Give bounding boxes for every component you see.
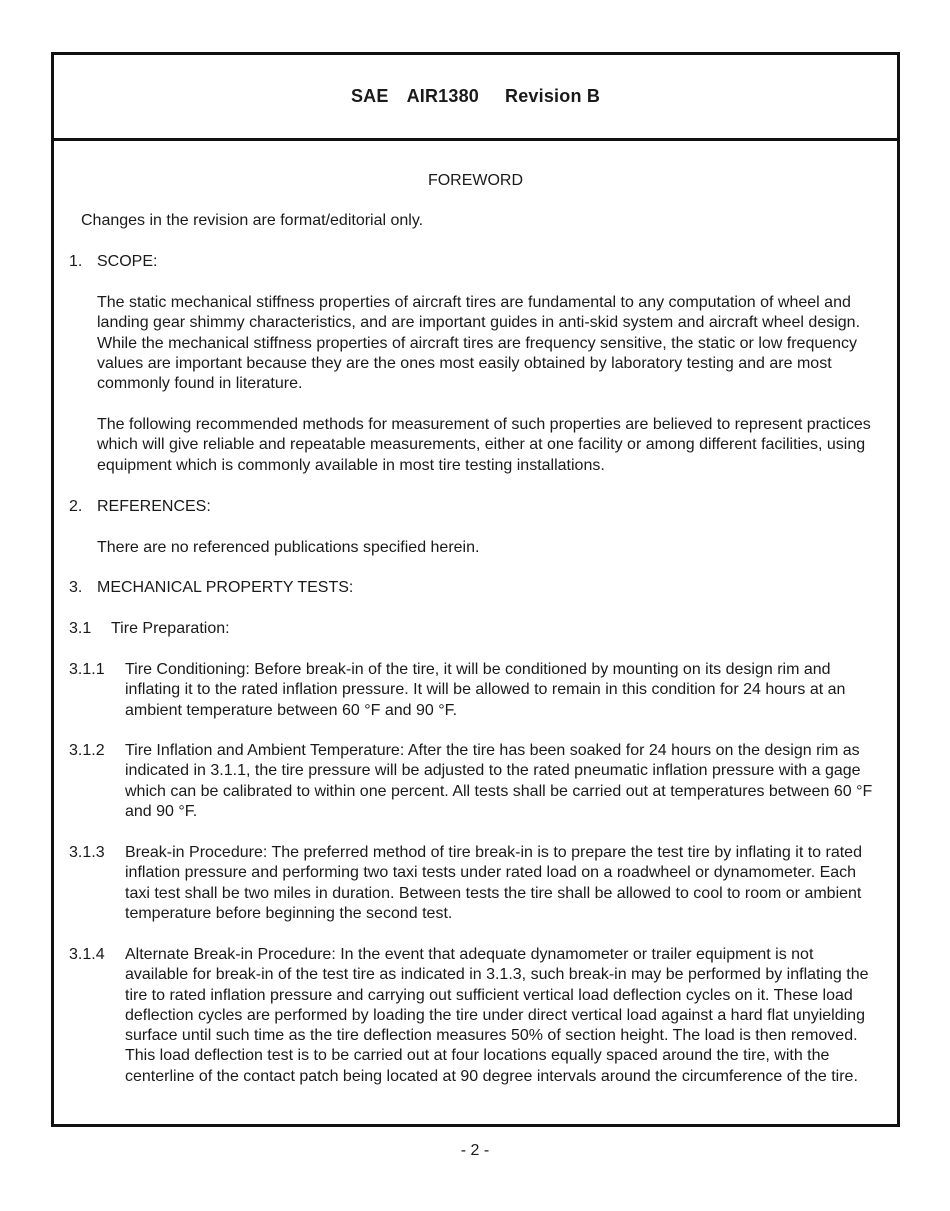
references-paragraph: There are no referenced publications specified herein. [97,539,480,556]
section-title: MECHANICAL PROPERTY TESTS: [97,579,354,596]
page-frame [51,52,900,1127]
scope-paragraph-2: The following recommended methods for measurement of such properties are believed to represent practices which will give reliable and repeatable measurements, either at one facility or among different facilities, using equipment which is commonly available in most tire testing installations. [97,416,871,474]
section-number: 1. [69,253,83,270]
section-number: 3. [69,579,83,596]
foreword-title: FOREWORD [427,172,524,189]
section-text: Tire Conditioning: Before break-in of the tire, it will be conditioned by mounting on its design rim and inflating it to the rated inflation pressure. It will be allowed to remain in this condition for 24 hours at an ambient temperature between 60 °F and 90 °F. [125,661,846,719]
header-line [351,86,600,107]
foreword-text: Changes in the revision are format/editorial only. [81,212,424,229]
scope-paragraph-1: The static mechanical stiffness properties of aircraft tires are fundamental to any computation of wheel and landing gear shimmy characteristics, and are important guides in anti-skid system and aircraft wheel design. While the mechanical stiffness properties of aircraft tires are frequency sensitive, the static or low frequency values are important because they are the ones most easily obtained by laboratory testing and are most commonly found in literature. [97,294,861,393]
section-number: 3.1 [69,620,92,637]
section-number: 3.1.4 [69,946,105,963]
section-number: 3.1.3 [69,844,105,861]
page-number: - 2 - [460,1142,490,1159]
section-number: 2. [69,498,83,515]
section-text: Alternate Break-in Procedure: In the event that adequate dynamometer or trailer equipment is not available for break-in of the test tire as indicated in 3.1.3, such break-in may be performed by inflating the tire to rated inflation pressure and carrying out sufficient vertical load deflection cycles on it. These load deflection cycles are performed by loading the tire under direct vertical load against a hard flat unyielding surface until such time as the tire deflection measures 50% of section height. The load is then removed. This load deflection test is to be carried out at four locations equally spaced around the tire, with the centerline of the contact patch being located at 90 degree intervals around the circumference of the tire. [125,946,869,1085]
section-title: SCOPE: [97,253,158,270]
section-text: Break-in Procedure: The preferred method of tire break-in is to prepare the test tire by inflating it to rated inflation pressure and performing two taxi tests under rated load on a roadwheel or dynamometer. Each taxi test shall be two miles in duration. Between tests the tire shall be allowed to cool to room or ambient temperature before beginning the second test. [125,844,862,922]
header-doc-id: AIR1380 [406,86,480,106]
header-org: SAE [350,86,389,106]
section-number: 3.1.1 [69,661,105,678]
section-text: Tire Inflation and Ambient Temperature: After the tire has been soaked for 24 hours on the design rim as indicated in 3.1.1, the tire pressure will be adjusted to the rated pneumatic inflation pressure with a gage which can be calibrated to within one percent. All tests shall be carried out at temperatures between 60 °F and 90 °F. [125,742,873,820]
section-number: 3.1.2 [69,742,105,759]
document-header [54,55,897,141]
section-title: REFERENCES: [97,498,211,515]
section-title: Tire Preparation: [111,620,230,637]
header-revision: Revision B [505,86,601,106]
